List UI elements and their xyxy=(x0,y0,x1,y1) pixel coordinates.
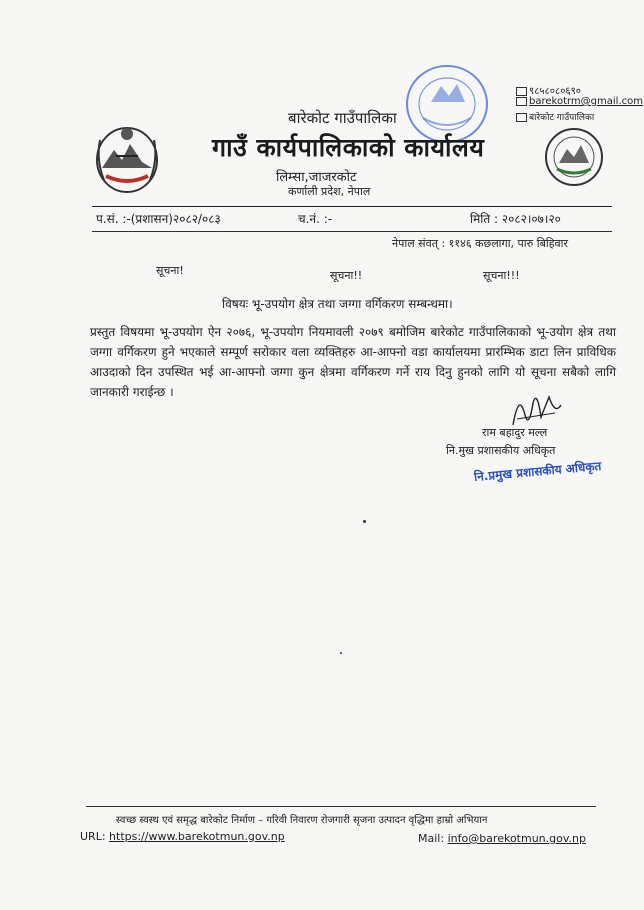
municipality-logo-icon xyxy=(543,125,605,189)
office-name-small: बारेकोट गाउँपालिका xyxy=(288,109,397,127)
mail-label: Mail: xyxy=(418,832,445,845)
mail-link[interactable]: info@barekotmun.gov.np xyxy=(447,832,586,845)
reference-number: प.सं. :-(प्रशासन)२०८२/०८३ xyxy=(96,212,221,226)
contact-phone xyxy=(516,83,581,97)
signer-name: राम बहादुर मल्ल xyxy=(482,426,548,439)
footer-slogan: स्वच्छ स्वस्थ एवं समृद्ध बारेकोट निर्माण – गरिवी निवारण रोजगारी सृजना उत्पादन वृद्धिमा हाम्रो अभियान xyxy=(116,815,488,826)
contact-facebook xyxy=(516,110,594,123)
url-link[interactable]: https://www.barekotmun.gov.np xyxy=(109,830,285,843)
speck xyxy=(340,652,342,654)
facebook-text: बारेकोट गाउँपालिका xyxy=(529,113,595,123)
letter-body: प्रस्तुत विषयमा भू-उपयोग ऐन २०७६, भू-उपयोग नियमावली २०७९ बमोजिम बारेकोट गाउँपालिकाको भू-उयोग क्षेत्र तथा जग्गा वर्गिकरण हुने भएकाले सम्पूर्ण सरोकार वला व्यक्तिहरु आ-आफ्नो वडा कार्यालयमा प्रारम्भिक डाटा लिन प्राविधिक आउदाको दिन उपस्थित भई आ-आफ्नो जग्गा कुन क्षेत्रमा वर्गिकरण गर्ने राय दिनु हुनको लागि यो सूचना सबैको लागि जानकारी गराईन्छ । xyxy=(90,325,616,399)
phone-text: ९८५८०८०६९० xyxy=(529,86,581,97)
nepal-samvat-date: नेपाल संवत् : ११४६ कछलागा, पारु बिहिवार xyxy=(392,237,569,250)
address-line1: लिम्सा,जाजरकोट xyxy=(276,170,357,185)
phone-icon xyxy=(516,87,527,96)
notice-heading-3: सूचना!!! xyxy=(483,269,520,282)
dispatch-number: च.नं. :- xyxy=(298,212,333,226)
email-text[interactable]: barekotrm@gmail.com xyxy=(529,96,643,107)
office-title: गाउँ कार्यपालिकाको कार्यालय xyxy=(212,133,485,162)
letter-subject: विषयः भू-उपयोग क्षेत्र तथा जग्गा वर्गिकरण सम्बन्धमा। xyxy=(222,297,453,311)
footer-url xyxy=(80,830,285,843)
contact-email[interactable] xyxy=(516,96,643,107)
designation-stamp: नि.प्रमुख प्रशासकीय अधिकृत xyxy=(473,458,602,484)
footer-mail xyxy=(418,832,586,845)
address-line2: कर्णाली प्रदेश, नेपाल xyxy=(288,185,371,198)
speck xyxy=(363,520,366,523)
url-label: URL: xyxy=(80,830,106,843)
facebook-icon xyxy=(516,113,527,122)
notice-heading-1: सूचना! xyxy=(156,264,184,277)
signer-title: नि.मुख प्रशासकीय अधिकृत xyxy=(446,444,556,457)
letter-date: मिति : २०८२।०७।२० xyxy=(470,212,561,226)
mail-icon xyxy=(516,97,527,106)
notice-heading-2: सूचना!! xyxy=(330,269,363,282)
nepal-emblem-icon xyxy=(92,120,162,198)
footer-divider xyxy=(86,806,596,807)
